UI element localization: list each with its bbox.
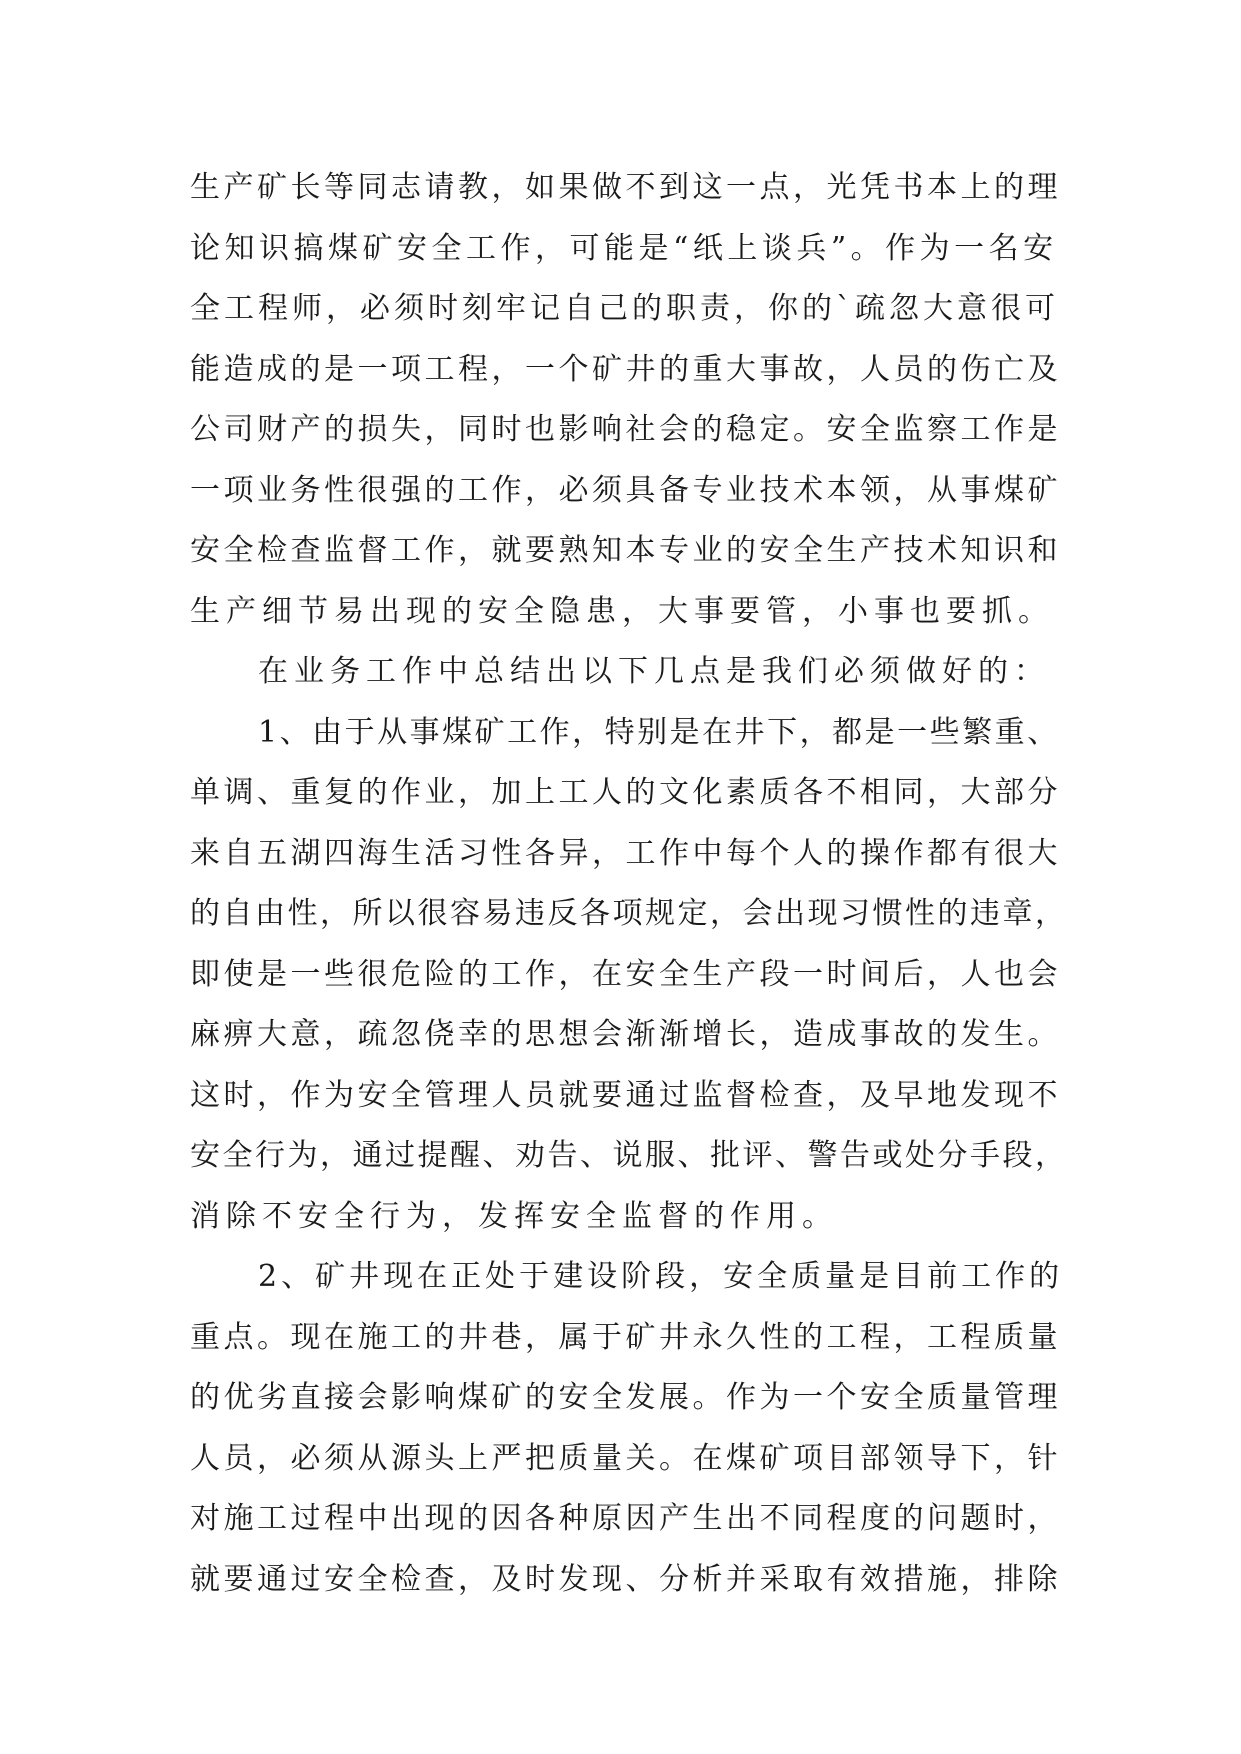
text-line: 安全行为，通过提醒、劝告、说服、批评、警告或处分手段， — [190, 1138, 1068, 1173]
text-line: 的自由性，所以很容易违反各项规定，会出现习惯性的违章， — [190, 896, 1068, 931]
text-line: 安全检查监督工作，就要熟知本专业的安全生产技术知识和 — [190, 533, 1061, 568]
text-line: 的优劣直接会影响煤矿的安全发展。作为一个安全质量管理 — [190, 1380, 1061, 1415]
text-line: 重点。现在施工的井巷，属于矿井永久性的工程，工程质量 — [190, 1319, 1061, 1355]
body-text — [190, 158, 1070, 1610]
text-line: 在业务工作中总结出以下几点是我们必须做好的： — [258, 654, 1050, 689]
text-line: 麻痹大意，疏忽侥幸的思想会渐渐增长，造成事故的发生。 — [190, 1017, 1061, 1052]
text-line: 生产矿长等同志请教，如果做不到这一点，光凭书本上的理 — [190, 170, 1061, 205]
text-line: 论知识搞煤矿安全工作，可能是“纸上谈兵”。作为一名安 — [190, 230, 1058, 266]
text-line: 单调、重复的作业，加上工人的文化素质各不相同，大部分 — [190, 775, 1061, 810]
text-line: 来自五湖四海生活习性各异，工作中每个人的操作都有很大 — [190, 835, 1061, 871]
text-line: 消除不安全行为，发挥安全监督的作用。 — [190, 1198, 838, 1234]
text-line: 就要通过安全检查，及时发现、分析并采取有效措施，排除 — [190, 1561, 1061, 1597]
text-line: 1、由于从事煤矿工作，特别是在井下，都是一些繁重、 — [258, 714, 1060, 750]
text-line: 能造成的是一项工程，一个矿井的重大事故，人员的伤亡及 — [190, 351, 1061, 387]
text-line: 生产细节易出现的安全隐患，大事要管，小事也要抓。 — [190, 593, 1054, 629]
text-line: 2、矿井现在正处于建设阶段，安全质量是目前工作的 — [258, 1259, 1064, 1294]
text-line: 即使是一些很危险的工作，在安全生产段一时间后，人也会 — [190, 956, 1061, 992]
text-line: 全工程师，必须时刻牢记自己的职责，你的`疏忽大意很可 — [190, 291, 1059, 326]
text-line: 对施工过程中出现的因各种原因产生出不同程度的问题时， — [190, 1501, 1061, 1536]
text-line: 这时，作为安全管理人员就要通过监督检查，及早地发现不 — [190, 1077, 1061, 1113]
text-line: 公司财产的损失，同时也影响社会的稳定。安全监察工作是 — [190, 412, 1061, 447]
text-line: 一项业务性很强的工作，必须具备专业技术本领，从事煤矿 — [190, 472, 1061, 508]
text-line: 人员，必须从源头上严把质量关。在煤矿项目部领导下，针 — [190, 1440, 1061, 1476]
